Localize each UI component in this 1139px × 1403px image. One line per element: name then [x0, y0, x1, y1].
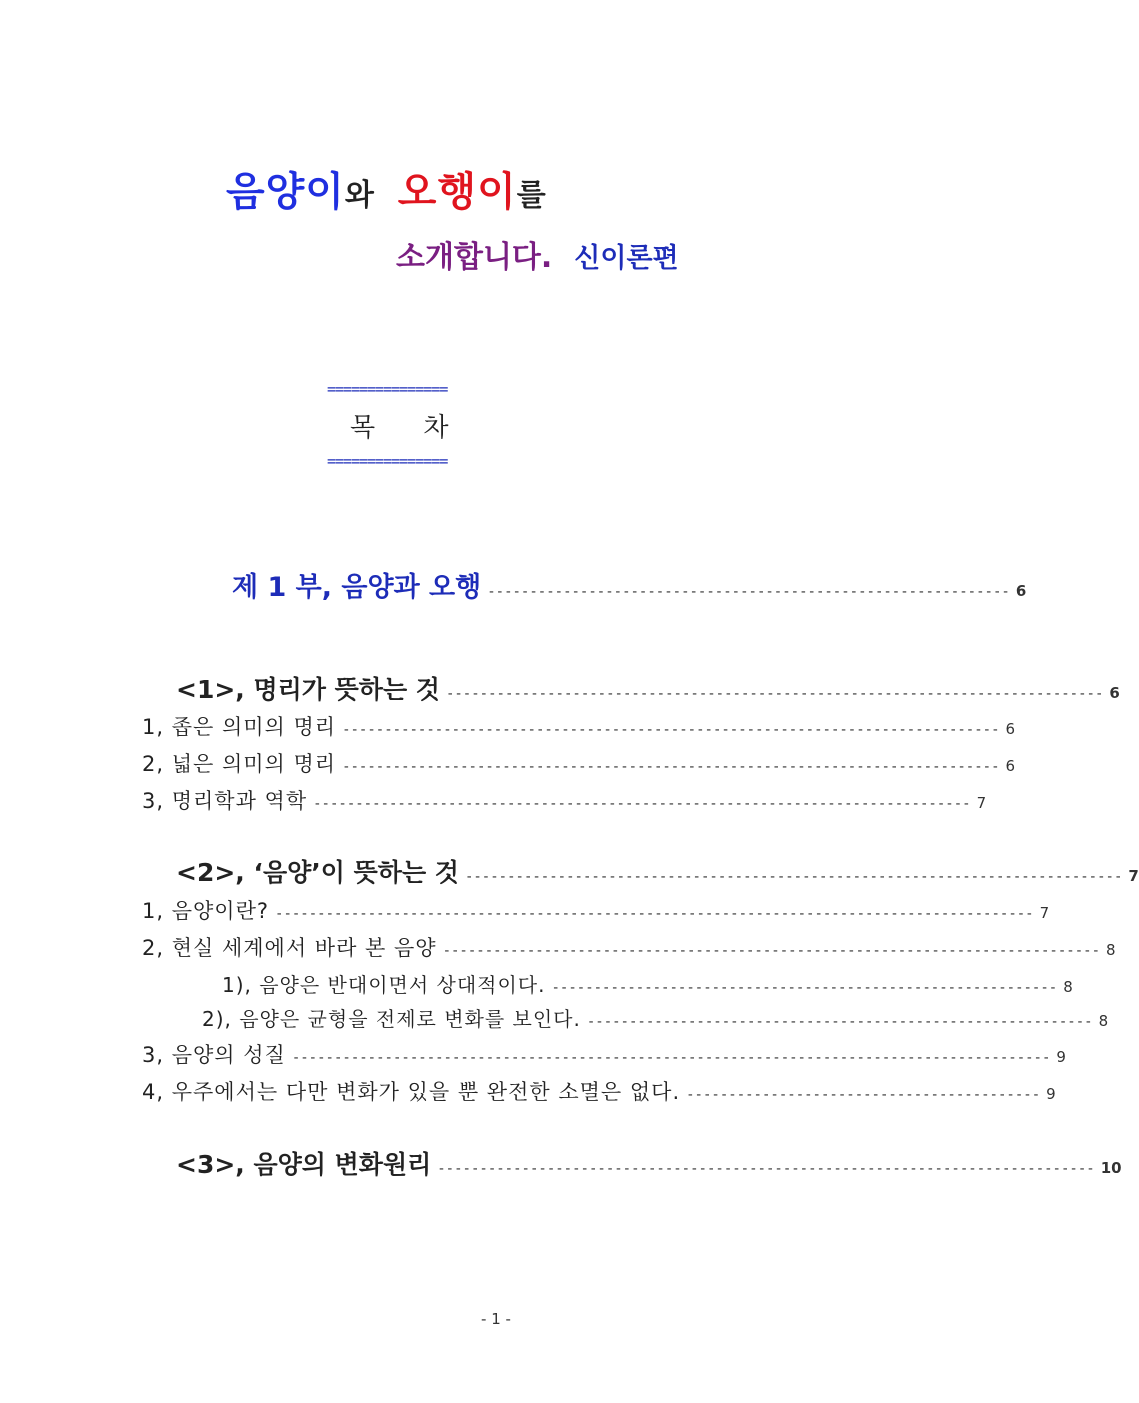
toc-leader: ------------------------------------------------------------------------------ — [313, 796, 971, 812]
toc-page-number: 9 — [1056, 1048, 1067, 1066]
toc-leader: ------------------------------------------ — [686, 1087, 1041, 1103]
title-part-wa: 와 — [344, 178, 375, 213]
toc-subitem[interactable] — [222, 969, 1074, 998]
toc-item-label: 4, 우주에서는 다만 변화가 있을 뿐 완전한 소멸은 없다. — [142, 1080, 681, 1104]
toc-item-label: 1, 좁은 의미의 명리 — [142, 715, 337, 739]
toc-subitem-label: 1), 음양은 반대이면서 상대적이다. — [222, 973, 546, 997]
toc-page-number: 6 — [1109, 684, 1120, 702]
toc-section-2[interactable] — [176, 853, 1139, 889]
toc-leader: ------------------------------------------------------------------------------ — [437, 1161, 1095, 1177]
toc-item-label: 2, 넓은 의미의 명리 — [142, 752, 337, 776]
document-title-line1 — [226, 160, 547, 217]
toc-leader: ------------------------------------------------------------------------------ — [342, 759, 1000, 775]
toc-item[interactable] — [142, 895, 1051, 925]
toc-leader: ------------------------------------------------------------ — [551, 980, 1058, 996]
toc-page-number: 7 — [1128, 867, 1139, 885]
toc-section-1[interactable] — [176, 670, 1120, 706]
toc-page-number: 7 — [976, 794, 988, 812]
title-part-reul: 를 — [516, 178, 547, 213]
toc-item[interactable] — [142, 1076, 1057, 1106]
title-part-yinyang: 음양이 — [226, 169, 345, 215]
toc-section-label: <3>, 음양의 변화원리 — [176, 1150, 432, 1179]
title-subtitle: 신이론편 — [574, 243, 679, 274]
toc-part-label: 제 1 부, 음양과 오행 — [232, 572, 482, 603]
toc-page-number: 6 — [1005, 720, 1017, 738]
page-number-footer: - 1 - — [481, 1310, 511, 1328]
toc-page-number: 10 — [1100, 1159, 1122, 1177]
toc-rule-top: =============== — [327, 380, 448, 398]
toc-page-number: 7 — [1039, 904, 1051, 922]
toc-leader: ------------------------------------------------------------------------------------------ — [275, 906, 1034, 922]
toc-item[interactable] — [142, 748, 1017, 778]
toc-leader: ------------------------------------------------------------------------------ — [342, 722, 1000, 738]
toc-page-number: 9 — [1046, 1085, 1057, 1103]
toc-leader: ------------------------------------------------------------------------------ — [442, 943, 1101, 959]
document-title-line2 — [396, 232, 679, 276]
toc-page-number: 6 — [1005, 757, 1017, 775]
toc-part-1[interactable] — [232, 565, 1027, 604]
toc-section-label: <1>, 명리가 뜻하는 것 — [176, 675, 440, 704]
toc-leader: ------------------------------------------------------------------------------ — [445, 686, 1104, 702]
title-introduce: 소개합니다. — [396, 240, 553, 275]
toc-item[interactable] — [142, 1039, 1067, 1069]
toc-page-number: 8 — [1063, 978, 1074, 996]
toc-page-number: 6 — [1015, 582, 1027, 600]
toc-item-label: 2, 현실 세계에서 바라 본 음양 — [142, 936, 437, 960]
toc-subitem[interactable] — [202, 1003, 1110, 1032]
toc-item[interactable] — [142, 785, 988, 815]
toc-item[interactable] — [142, 932, 1117, 962]
toc-leader: -------------------------------------------------------------- — [487, 584, 1010, 600]
toc-leader: ------------------------------------------------------------ — [586, 1014, 1093, 1030]
title-part-ohaeng: 오행이 — [397, 169, 517, 215]
toc-item-label: 3, 명리학과 역학 — [142, 789, 308, 813]
toc-leader: ------------------------------------------------------------------------------ — [464, 869, 1123, 885]
toc-section-label: <2>, ‘음양’이 뜻하는 것 — [176, 858, 459, 887]
toc-item[interactable] — [142, 711, 1017, 741]
toc-item-label: 1, 음양이란? — [142, 899, 270, 923]
toc-page-number: 8 — [1098, 1012, 1110, 1030]
toc-section-3[interactable] — [176, 1145, 1122, 1181]
toc-page-number: 8 — [1106, 941, 1117, 959]
toc-heading: 목 차 — [350, 413, 449, 443]
title-gap — [375, 178, 398, 213]
toc-rule-bottom: =============== — [327, 452, 448, 470]
toc-leader: ------------------------------------------------------------------------------------------ — [291, 1050, 1051, 1066]
toc-subitem-label: 2), 음양은 균형을 전제로 변화를 보인다. — [202, 1007, 581, 1031]
toc-item-label: 3, 음양의 성질 — [142, 1043, 286, 1067]
